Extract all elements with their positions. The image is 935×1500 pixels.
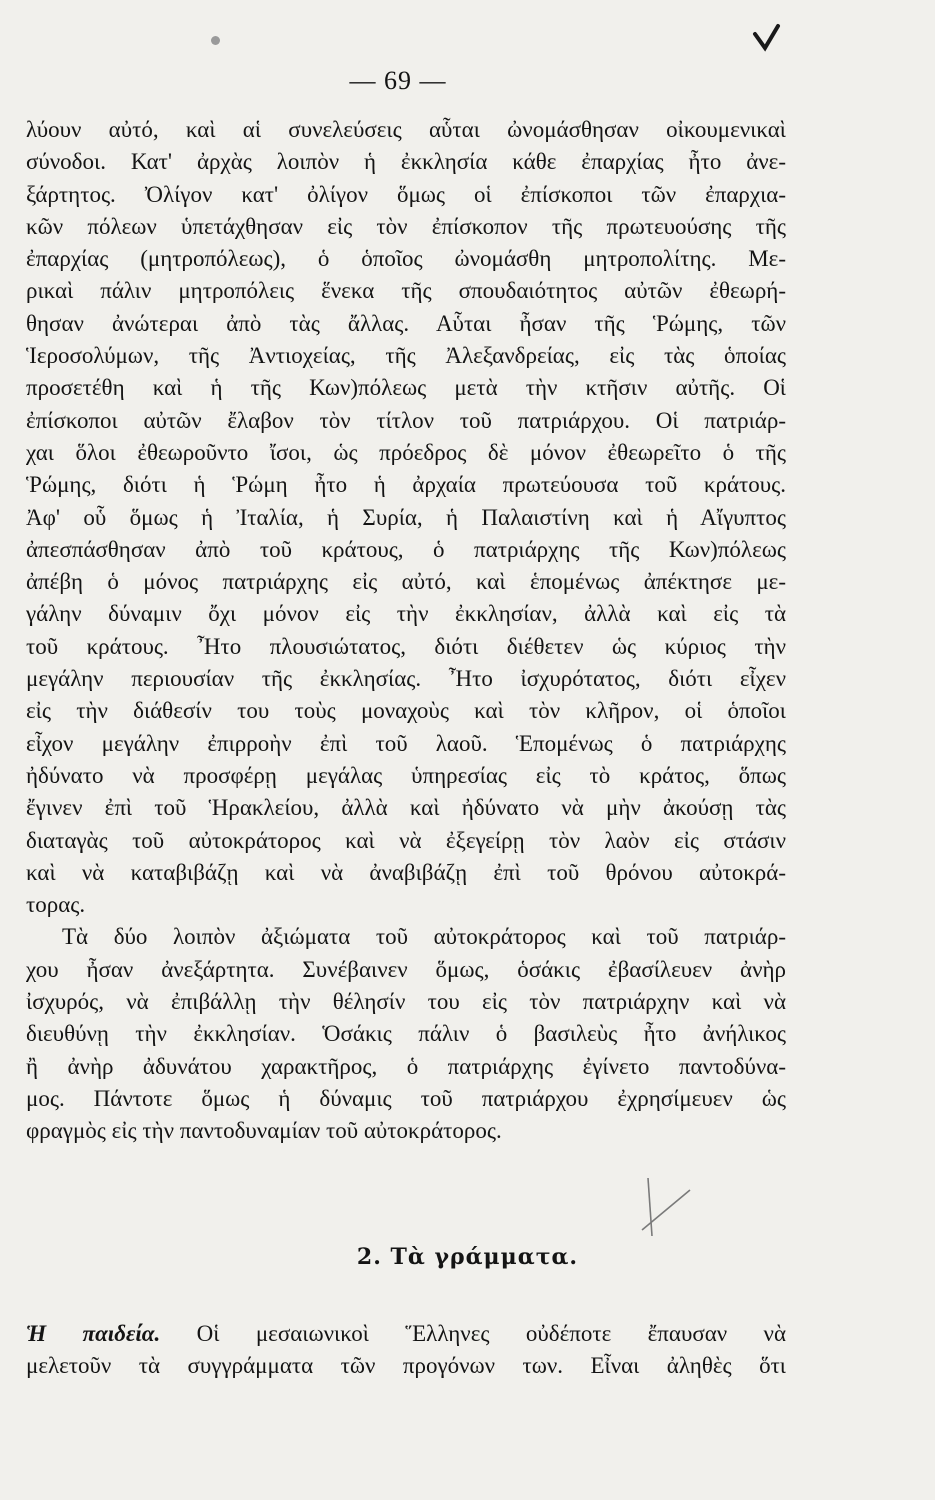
- text-line: μελετοῦν τὰ συγγράμματα τῶν προγόνων των. Εἶναι ἀληθὲς ὅτι: [26, 1353, 786, 1379]
- text-fragment: Οἱ μεσαιωνικοὶ Ἕλληνες οὐδέποτε ἔπαυσαν νὰ: [196, 1321, 786, 1346]
- text-line: ἰσχυρός, νὰ ἐπιβάλλῃ τὴν θέλησίν του εἰς τὸν πατριάρχην καὶ νὰ: [26, 989, 786, 1015]
- text-line: χου ἦσαν ἀνεξάρτητα. Συνέβαινεν ὅμως, ὁσάκις ἐβασίλευεν ἀνὴρ: [26, 956, 786, 982]
- text-line: προσετέθη καὶ ἡ τῆς Κων)πόλεως μετὰ τὴν κτῆσιν αὐτῆς. Οἱ: [26, 375, 786, 401]
- text-line: μεγάλην περιουσίαν τῆς ἐκκλησίας. Ἦτο ἰσχυρότατος, διότι εἶχεν: [26, 666, 786, 692]
- text-line: γάλην δύναμιν ὄχι μόνον εἰς τὴν ἐκκλησίαν, ἀλλὰ καὶ εἰς τὰ: [26, 601, 786, 627]
- text-line: ἠδύνατο νὰ προσφέρῃ μεγάλας ὑπηρεσίας εἰς τὸ κράτος, ὅπως: [26, 762, 786, 788]
- text-line: Ἀφ' οὗ ὅμως ἡ Ἰταλία, ἡ Συρία, ἡ Παλαιστίνη καὶ ἡ Αἴγυπτος: [26, 504, 786, 530]
- text-line: ἀπέβη ὁ μόνος πατριάρχης εἰς αὐτό, καὶ ἑπομένως ἀπέκτησε με-: [26, 569, 786, 595]
- page-number: — 69 —: [349, 66, 447, 95]
- ink-dot: [211, 36, 220, 45]
- text-line: φραγμὸς εἰς τὴν παντοδυναμίαν τοῦ αὐτοκράτορος.: [26, 1118, 502, 1144]
- text-line: Τὰ δύο λοιπὸν ἀξιώματα τοῦ αὐτοκράτορος καὶ τοῦ πατριάρ-: [62, 924, 786, 950]
- pencil-annotation-mark: [630, 1170, 710, 1250]
- text-line: Ἱεροσολύμων, τῆς Ἀντιοχείας, τῆς Ἀλεξανδρείας, εἰς τὰς ὁποίας: [26, 343, 786, 369]
- main-paragraph: [26, 114, 786, 1148]
- text-line: ἀπεσπάσθησαν ἀπὸ τοῦ κράτους, ὁ πατριάρχης τῆς Κων)πόλεως: [26, 536, 786, 562]
- text-line: σύνοδοι. Κατ' ἀρχὰς λοιπὸν ἡ ἐκκλησία κάθε ἐπαρχίας ἦτο ἀνε-: [26, 149, 786, 175]
- text-line: Ῥώμης, διότι ἡ Ῥώμη ἦτο ἡ ἀρχαία πρωτεύουσα τοῦ κράτους.: [26, 472, 786, 498]
- text-line: ρικαὶ πάλιν μητροπόλεις ἕνεκα τῆς σπουδαιότητος αὐτῶν ἐθεωρή-: [26, 278, 786, 304]
- text-line: [26, 1318, 786, 1350]
- paideia-paragraph: [26, 1318, 786, 1383]
- text-line: τοῦ κράτους. Ἦτο πλουσιώτατος, διότι διέθετεν ὡς κύριος τὴν: [26, 633, 786, 659]
- text-line: χαι ὅλοι ἐθεωροῦντο ἴσοι, ὡς πρόεδρος δὲ μόνον ἐθεωρεῖτο ὁ τῆς: [26, 439, 786, 465]
- text-line: μος. Πάντοτε ὅμως ἡ δύναμις τοῦ πατριάρχου ἐχρησίμευεν ὡς: [26, 1085, 786, 1111]
- text-line: τορας.: [26, 892, 86, 918]
- text-line: λύουν αὐτό, καὶ αἱ συνελεύσεις αὗται ὠνομάσθησαν οἰκουμενικαὶ: [26, 117, 786, 142]
- text-line: κῶν πόλεων ὑπετάχθησαν εἰς τὸν ἐπίσκοπον τῆς πρωτευούσης τῆς: [26, 213, 786, 239]
- text-line: εἰς τὴν διάθεσίν του τοὺς μοναχοὺς καὶ τὸν κλῆρον, οἱ ὁποῖοι: [26, 698, 786, 724]
- text-line: ξάρτητος. Ὀλίγον κατ' ὀλίγον ὅμως οἱ ἐπίσκοποι τῶν ἐπαρχια-: [26, 181, 786, 207]
- text-line: ἐπίσκοποι αὐτῶν ἔλαβον τὸν τίτλον τοῦ πατριάρχου. Οἱ πατριάρ-: [26, 407, 786, 433]
- text-line: διαταγὰς τοῦ αὐτοκράτορος καὶ νὰ ἐξεγείρῃ τὸν λαὸν εἰς στάσιν: [26, 827, 786, 853]
- text-line: διευθύνῃ τὴν ἐκκλησίαν. Ὁσάκις πάλιν ὁ βασιλεὺς ἦτο ἀνήλικος: [26, 1021, 786, 1047]
- paragraph-lead: Ἡ παιδεία.: [26, 1321, 161, 1346]
- text-line: εἶχον μεγάλην ἐπιρροὴν ἐπὶ τοῦ λαοῦ. Ἑπομένως ὁ πατριάρχης: [26, 730, 786, 756]
- text-line: θησαν ἀνώτεραι ἀπὸ τὰς ἄλλας. Αὗται ἦσαν τῆς Ῥώμης, τῶν: [26, 310, 786, 336]
- text-line: ἐπαρχίας (μητροπόλεως), ὁ ὁποῖος ὠνομάσθη μητροπολίτης. Με-: [26, 246, 786, 272]
- section-heading: 2. Τὰ γράμματα.: [356, 1244, 579, 1270]
- text-line: ἢ ἀνὴρ ἀδυνάτου χαρακτῆρος, ὁ πατριάρχης ἐγίνετο παντοδύνα-: [26, 1053, 786, 1079]
- text-line: καὶ νὰ καταβιβάζῃ καὶ νὰ ἀναβιβάζῃ ἐπὶ τοῦ θρόνου αὐτοκρά-: [26, 859, 786, 885]
- handwritten-check-mark: [752, 22, 782, 54]
- text-line: ἔγινεν ἐπὶ τοῦ Ἡρακλείου, ἀλλὰ καὶ ἠδύνατο νὰ μὴν ἀκούσῃ τὰς: [26, 795, 786, 821]
